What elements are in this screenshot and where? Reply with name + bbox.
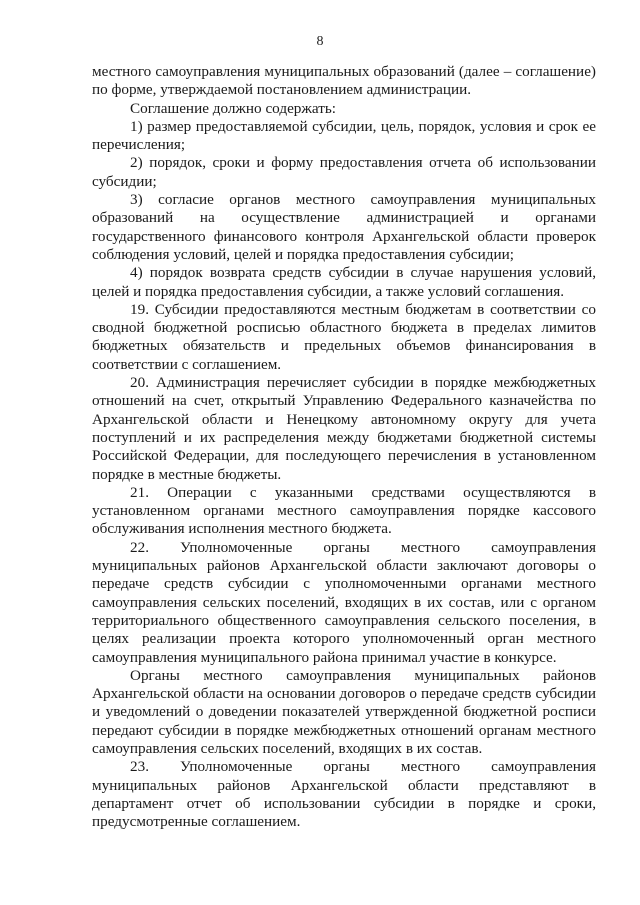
document-body [92, 63, 596, 831]
paragraph: местного самоуправления муниципальных образований (далее – соглашение) по форме, утверждаемой постановлением администрации. [92, 63, 596, 99]
paragraph: 4) порядок возврата средств субсидии в случае нарушения условий, целей и порядка предоставления субсидии, а также условий соглашения. [92, 264, 596, 300]
paragraph: 3) согласие органов местного самоуправления муниципальных образований на осуществление администрацией и органами государственного финансового контроля Архангельской области проверок соблюдения условий, целей и порядка предоставления субсидии; [92, 191, 596, 263]
paragraph: 1) размер предоставляемой субсидии, цель, порядок, условия и срок ее перечисления; [92, 117, 596, 154]
paragraph: Соглашение должно содержать: [130, 99, 337, 117]
paragraph: Органы местного самоуправления муниципальных районов Архангельской области на основании договоров о передаче средств субсидии и уведомлений о доведении показателей утвержденной бюджетной росписи передают субсидии в порядке межбюджетных отношений органам местного самоуправления сельских поселений, входящих в их состав. [92, 666, 596, 757]
paragraph: 2) порядок, сроки и форму предоставления отчета об использовании субсидии; [92, 154, 596, 190]
paragraph: 19. Субсидии предоставляются местным бюджетам в соответствии со сводной бюджетной росписью областного бюджета в пределах лимитов бюджетных обязательств и предельных объемов финансирования в соответствии с соглашением. [92, 300, 596, 373]
paragraph: 21. Операции с указанными средствами осуществляются в установленном органами местного самоуправления порядке кассового обслуживания исполнения местного бюджета. [92, 483, 596, 538]
paragraph: 22. Уполномоченные органы местного самоуправления муниципальных районов Архангельской области заключают договоры о передаче средств субсидии с уполномоченными органами местного самоуправления сельских поселений, входящих в их состав, или с органом территориального общественного самоуправления сельского поселения, в целях реализации проекта которого уполномоченный орган местного самоуправления муниципального района принимал участие в конкурсе. [92, 538, 596, 666]
page-number: 8 [316, 34, 324, 49]
paragraph: 20. Администрация перечисляет субсидии в порядке межбюджетных отношений на счет, открытый Управлению Федерального казначейства по Архангельской области и Ненецкому автономному округу для учета поступлений и их распределения между бюджетами бюджетной системы Российской Федерации, для последующего перечисления в установленном порядке в местные бюджеты. [92, 374, 596, 483]
paragraph: 23. Уполномоченные органы местного самоуправления муниципальных районов Архангельской области представляют в департамент отчет об использовании субсидии в порядке и сроки, предусмотренные соглашением. [92, 758, 596, 831]
